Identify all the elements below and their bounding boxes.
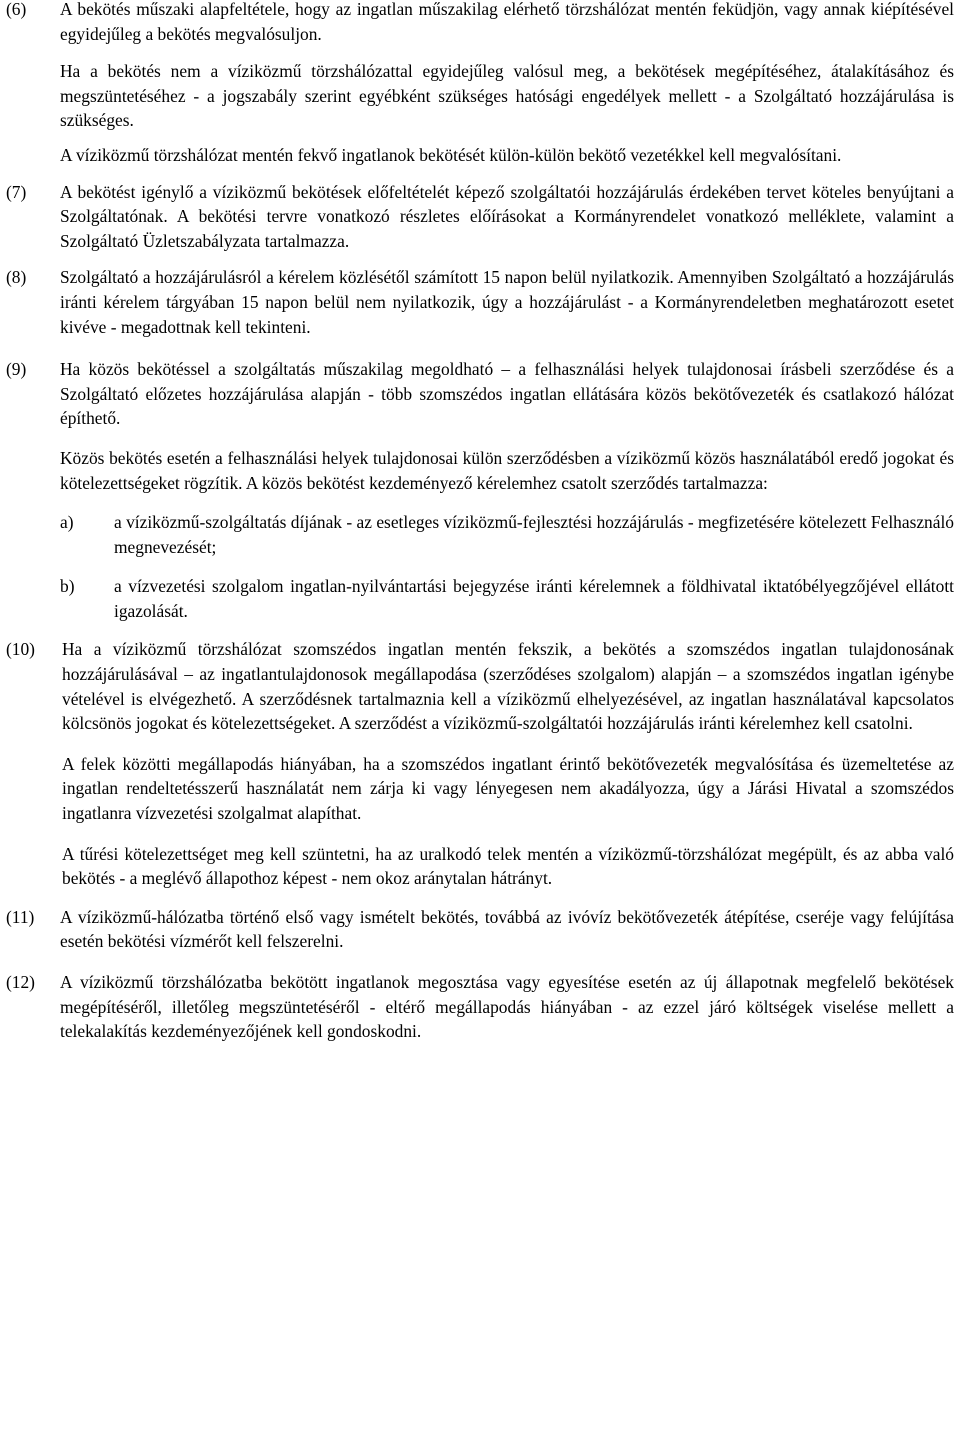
section-number: (7) [6, 181, 27, 202]
section-number: (9) [6, 359, 27, 380]
paragraph: Közös bekötés esetén a felhasználási helyek tulajdonosai külön szerződésben a víziközmű közös használatából eredő jogokat és kötelezettségeket rögzítik. A közös bekötést kezdeményező kérelemhez csatolt szerződés tartalmazza: [60, 447, 954, 493]
list-item [60, 510, 954, 559]
paragraph: A tűrési kötelezettséget meg kell szüntetni, ha az uralkodó telek mentén a víziközmű-törzshálózat megépült, és az abba való bekötés - a meglévő állapothoz képest - nem okoz aránytalan hátrányt. [62, 843, 954, 889]
list-item [60, 574, 954, 623]
section-10 [6, 637, 954, 890]
section-number: (8) [6, 267, 27, 288]
paragraph: Ha a bekötés nem a víziközmű törzshálózattal egyidejűleg valósul meg, a bekötések megépítéséhez, átalakításához és megszüntetéséhez - a jogszabály szerint egyébként szükséges hatósági engedélyek mellett - a Szolgáltató hozzájárulása is szükséges. [60, 61, 954, 131]
section-number: (11) [6, 906, 35, 927]
paragraph: A víziközmű törzshálózat mentén fekvő ingatlanok bekötését külön-külön bekötő vezetékkel kell megvalósítani. [60, 144, 842, 165]
section-number: (10) [6, 639, 35, 660]
paragraph: Szolgáltató a hozzájárulásról a kérelem közlésétől számított 15 napon belül nyilatkozik. Amennyiben Szolgáltató a hozzájárulás iránti kérelem tárgyában 15 napon belül nem nyilatkozik, úgy a hozzájárulást - a Kormányrendeletben meghatározott esetet kivéve - megadottnak kell tekinteni. [60, 267, 954, 337]
paragraph: Ha közös bekötéssel a szolgáltatás műszakilag megoldható – a felhasználási helyek tulajdonosai írásbeli szerződése és a Szolgáltató előzetes hozzájárulása alapján - több szomszédos ingatlan ellátására közös bekötővezeték és csatlakozó hálózat építhető. [60, 359, 954, 429]
paragraph: A felek közötti megállapodás hiányában, ha a szomszédos ingatlant érintő bekötővezeték megvalósítása és üzemeltetése az ingatlan rendeltetésszerű használatát nem zárja ki vagy lényegesen nem akadályozza, úgy a Járási Hivatal a szomszédos ingatlanra vízvezetési szolgalmat alapíthat. [62, 753, 954, 824]
paragraph: A bekötés műszaki alapfeltétele, hogy az ingatlan műszakilag elérhető törzshálózat mentén feküdjön, vagy annak kiépítésével egyidejűleg a bekötés megvalósuljon. [60, 0, 954, 44]
section-11 [6, 905, 954, 954]
section-body [60, 357, 954, 623]
section-9 [6, 357, 954, 623]
list-item-label: b) [60, 576, 75, 597]
section-6 [6, 0, 954, 168]
section-body [60, 180, 954, 254]
section-number: (12) [6, 972, 35, 992]
section-7 [6, 180, 954, 254]
paragraph: A bekötést igénylő a víziközmű bekötések előfeltételét képező szolgáltatói hozzájárulás érdekében tervet köteles benyújtani a Szolgáltatónak. A bekötési tervre vonatkozó részletes előírásokat a Kormányrendelet vonatkozó melléklete, valamint a Szolgáltató Üzletszabályzata tartalmazza. [60, 181, 954, 251]
section-body [60, 905, 954, 954]
section-body [60, 970, 954, 1044]
section-12 [6, 970, 954, 1044]
section-body [62, 637, 954, 890]
list-item-label: a) [60, 512, 74, 533]
list-item-text: a vízvezetési szolgalom ingatlan-nyilvántartási bejegyzése iránti kérelemnek a földhivatal iktatóbélyegzőjével ellátott igazolását. [114, 576, 954, 621]
paragraph: A víziközmű törzshálózatba bekötött ingatlanok megosztása vagy egyesítése esetén az új állapotnak megfelelő bekötések megépítéséről, illetőleg megszüntetéséről - eltérő megállapodás hiányában - az ezzel járó költségek viselése mellett a telekalakítás kezdeményezőjének kell gondoskodni. [60, 972, 954, 1042]
paragraph: Ha a víziközmű törzshálózat szomszédos ingatlan mentén fekszik, a bekötés a szomszédos ingatlan tulajdonosának hozzájárulásával – az ingatlantulajdonosok megállapodása (szerződéses szolgalom) alapján – a szomszédos ingatlan igénybe vételével is elvégezhető. A szerződésnek tartalmaznia kell a víziközmű elhelyezésével, az ingatlan használatával kapcsolatos kölcsönös jogokat és kötelezettségeket. A szerződést a víziközmű-szolgáltatói hozzájárulás iránti kérelemhez kell csatolni. [62, 639, 954, 734]
section-number: (6) [6, 0, 27, 19]
paragraph: A víziközmű-hálózatba történő első vagy ismételt bekötés, továbbá az ivóvíz bekötővezeték átépítése, cseréje vagy felújítása esetén bekötési vízmérőt kell felszerelni. [60, 906, 954, 952]
section-8 [6, 265, 954, 339]
section-body [60, 0, 954, 168]
list-item-text: a víziközmű-szolgáltatás díjának - az esetleges víziközmű-fejlesztési hozzájárulás - megfizetésére kötelezett Felhasználó megnevezését; [114, 512, 954, 557]
section-body [60, 265, 954, 339]
